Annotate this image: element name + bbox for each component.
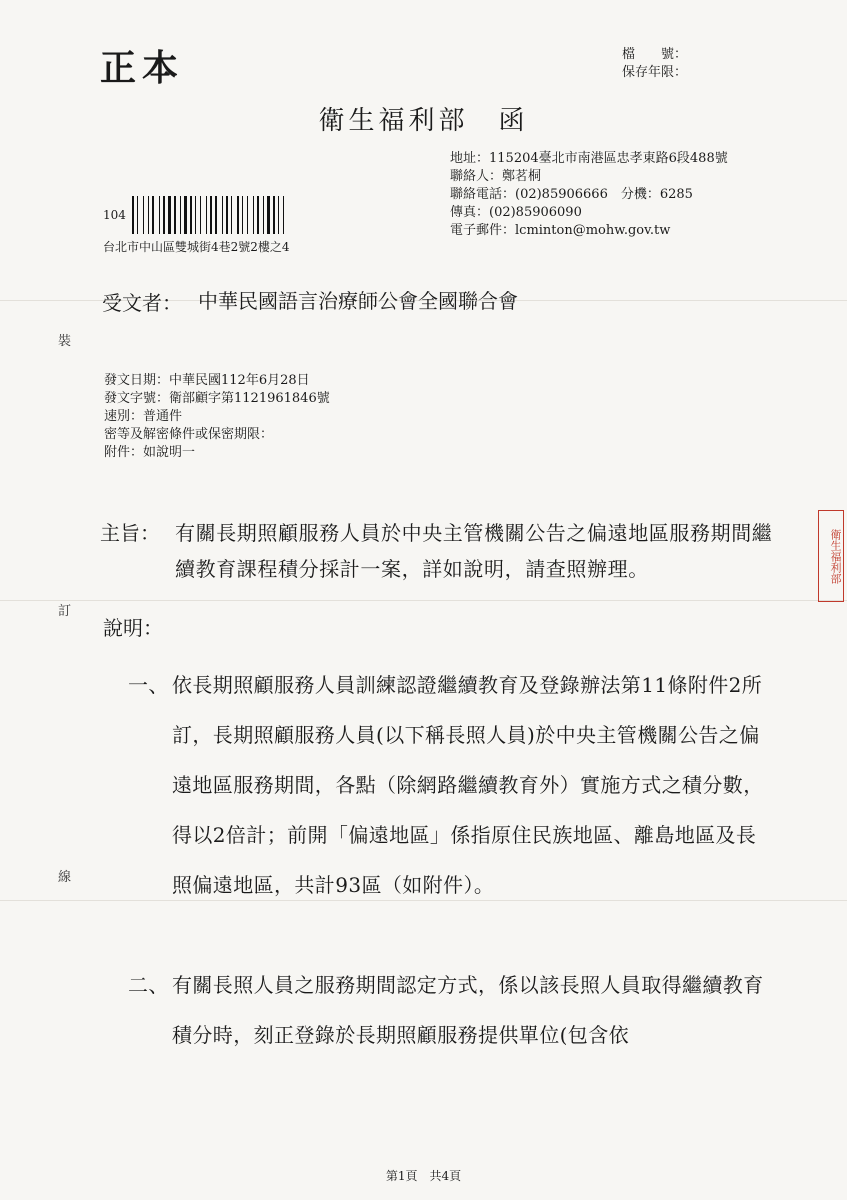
sender-address: 地址：115204臺北市南港區忠孝東路6段488號 (450, 151, 728, 166)
file-number-block (622, 46, 687, 82)
document-meta (104, 372, 330, 462)
sender-contact-block (450, 150, 728, 240)
explanation-item-2 (128, 960, 773, 1060)
contact-phone: 聯絡電話：(02)85906666 分機：6285 (450, 187, 693, 202)
barcode-icon (132, 196, 350, 234)
issue-date: 發文日期：中華民國112年6月28日 (104, 373, 310, 388)
binding-mark-top: 裝 (58, 334, 72, 349)
item-number: 二、 (128, 973, 169, 997)
mailing-zip: 104 (103, 208, 126, 222)
subject-text: 有關長期照顧服務人員於中央主管機關公告之偏遠地區服務期間繼續教育課程積分採計一案，詳如說明，請查照辦理。 (175, 521, 773, 581)
document-title: 衛生福利部 函 (318, 106, 529, 136)
contact-person: 聯絡人：鄭茗桐 (450, 169, 542, 184)
official-seal: 衛生福利部 (818, 510, 844, 602)
item-text: 有關長照人員之服務期間認定方式，係以該長照人員取得繼續教育積分時，刻正登錄於長期照顧服務提供單位(包含依 (172, 973, 764, 1047)
item-number: 一、 (128, 673, 169, 697)
subject-label: 主旨： (100, 521, 160, 545)
fold-line (0, 600, 847, 601)
recipient-label: 受文者： (102, 291, 182, 315)
retention-label: 保存年限： (622, 65, 688, 80)
contact-email: 電子郵件：lcminton@mohw.gov.tw (450, 223, 671, 238)
item-text: 依長期照顧服務人員訓練認證繼續教育及登錄辦法第11條附件2所訂，長期照顧服務人員(以下稱長照人員)於中央主管機關公告之偏遠地區服務期間，各點（除網路繼續教育外）實施方式之積分數，得以2倍計；前開「偏遠地區」係指原住民族地區、離島地區及長照偏遠地區，共計93區（如附件）。 (172, 673, 764, 897)
recipient-name: 中華民國語言治療師公會全國聯合會 (198, 289, 518, 313)
secrecy-level: 密等及解密條件或保密期限： (104, 427, 274, 442)
copy-type-stamp: 正本 (100, 47, 185, 89)
mailing-address: 台北市中山區雙城街4巷2號2樓之4 (103, 240, 290, 254)
subject-section (100, 515, 780, 587)
contact-fax: 傳真：(02)85906090 (450, 205, 582, 220)
page-indicator: 第1頁 共4頁 (385, 1169, 462, 1183)
attachment-note: 附件：如說明一 (104, 445, 196, 460)
binding-mark-middle: 訂 (58, 604, 72, 619)
explanation-label: 說明： (103, 616, 163, 640)
delivery-speed: 速別：普通件 (104, 409, 183, 424)
binding-mark-bottom: 線 (58, 870, 72, 885)
explanation-item-1 (128, 660, 773, 910)
document-number: 發文字號：衛部顧字第1121961846號 (104, 391, 330, 406)
file-number-label: 檔 號： (622, 47, 688, 62)
